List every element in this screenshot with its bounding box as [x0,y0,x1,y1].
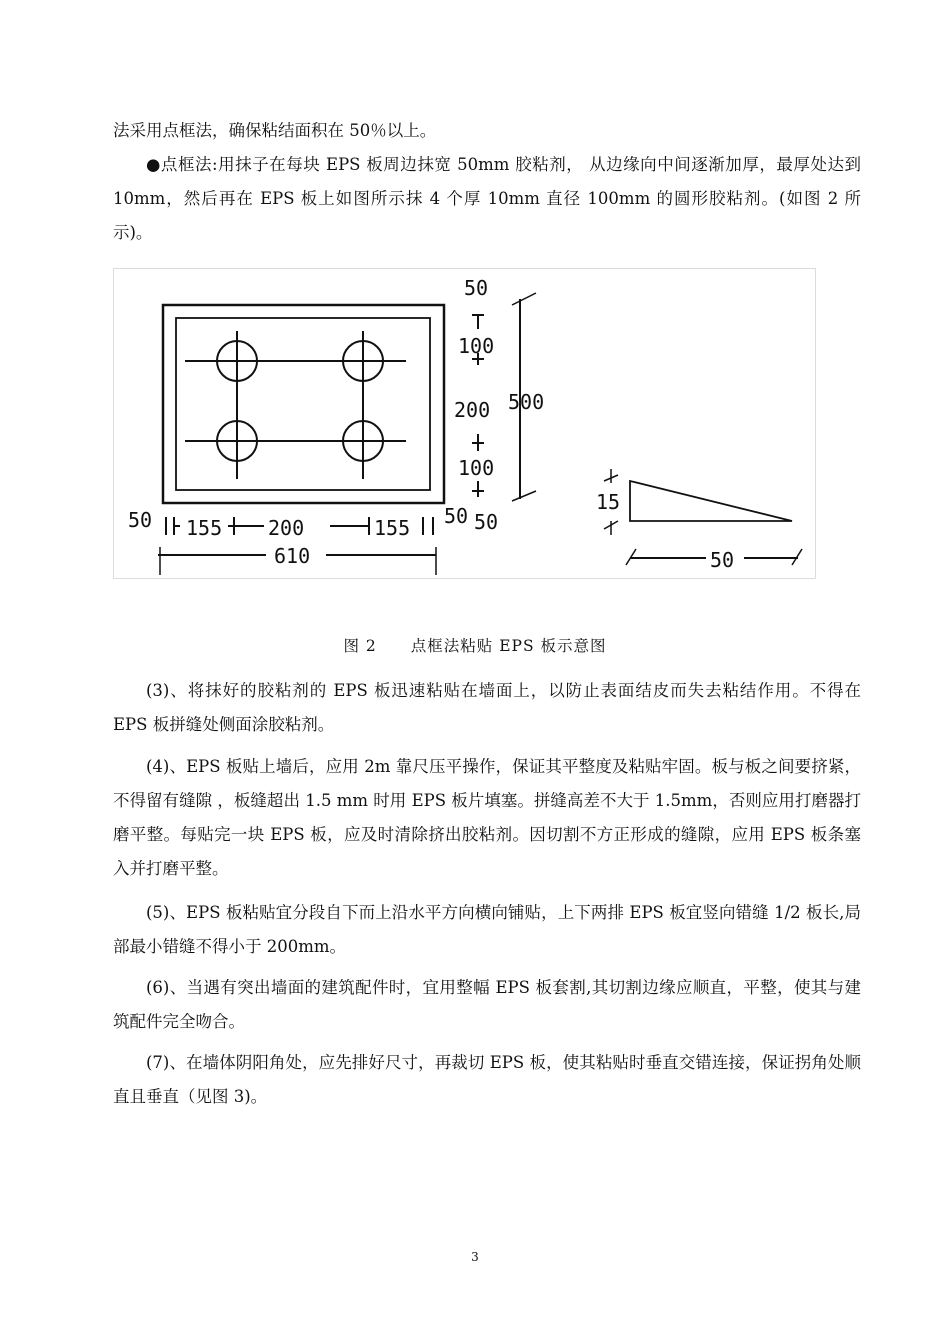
label-w200: 200 [268,516,305,540]
label-left-50: 50 [128,508,153,532]
board-inner-rect [176,318,430,490]
label-total-width: 610 [274,544,311,568]
paragraph-intro: 法采用点框法，确保粘结面积在 50％以上。 [113,121,437,140]
paragraph-dot-frame-method: ●点框法:用抹子在每块 EPS 板周边抹宽 50mm 胶粘剂， 从边缘向中间逐渐加厚，最厚处达到 10mm，然后再在 EPS 板上如图所示抹 4 个厚 10mm 直径 100mm 的圆形胶粘剂。(如图 2 所示)。 [113,155,861,242]
label-right-200: 200 [454,398,491,422]
caption-text: 点框法粘贴 EPS 板示意图 [410,637,607,655]
eps-board-diagram [114,269,817,580]
label-total-height: 500 [508,390,545,414]
paragraph-step-4: (4)、EPS 板贴上墙后，应用 2m 靠尺压平操作，保证其平整度及粘贴牢固。板与板之间要挤紧，不得留有缝隙 ，板缝超出 1.5 mm 时用 EPS 板片填塞。拼缝高差不大于 1.5mm，否则应用打磨器打磨平整。每贴完一块 EPS 板，应及时清除挤出胶粘剂。因切割不方正形成的缝隙，应用 EPS 板条塞入并打磨平整。 [113,757,861,878]
paragraph-step-5: (5)、EPS 板粘贴宜分段自下而上沿水平方向横向铺贴，上下两排 EPS 板宜竖向错缝 1/2 板长,局部最小错缝不得小于 200mm。 [113,903,861,956]
paragraph-step-6: (6)、当遇有突出墙面的建筑配件时，宜用整幅 EPS 板套割,其切割边缘应顺直，平整，使其与建筑配件完全吻合。 [113,978,861,1031]
board-outer-rect [163,305,444,503]
label-wedge-length: 50 [710,548,735,572]
label-right-bottom: 50 [474,510,499,534]
page-number: 3 [471,1250,479,1264]
caption-number: 图 2 [343,637,377,655]
wedge-profile [630,481,792,521]
label-w155b: 155 [374,516,411,540]
paragraph-step-3: (3)、将抹好的胶粘剂的 EPS 板迅速粘贴在墙面上，以防止表面结皮而失去粘结作用。不得在 EPS 板拼缝处侧面涂胶粘剂。 [113,681,861,734]
figure-2-diagram [113,268,816,579]
label-right-100a: 100 [458,334,495,358]
label-right-50: 50 [444,504,469,528]
label-wedge-height: 15 [596,490,621,514]
label-w155a: 155 [186,516,223,540]
label-right-top: 50 [464,276,489,300]
figure-caption [0,634,950,656]
paragraph-step-7: (7)、在墙体阴阳角处，应先排好尺寸，再裁切 EPS 板，使其粘贴时垂直交错连接，保证拐角处顺直且垂直（见图 3)。 [113,1053,861,1106]
label-right-100b: 100 [458,456,495,480]
